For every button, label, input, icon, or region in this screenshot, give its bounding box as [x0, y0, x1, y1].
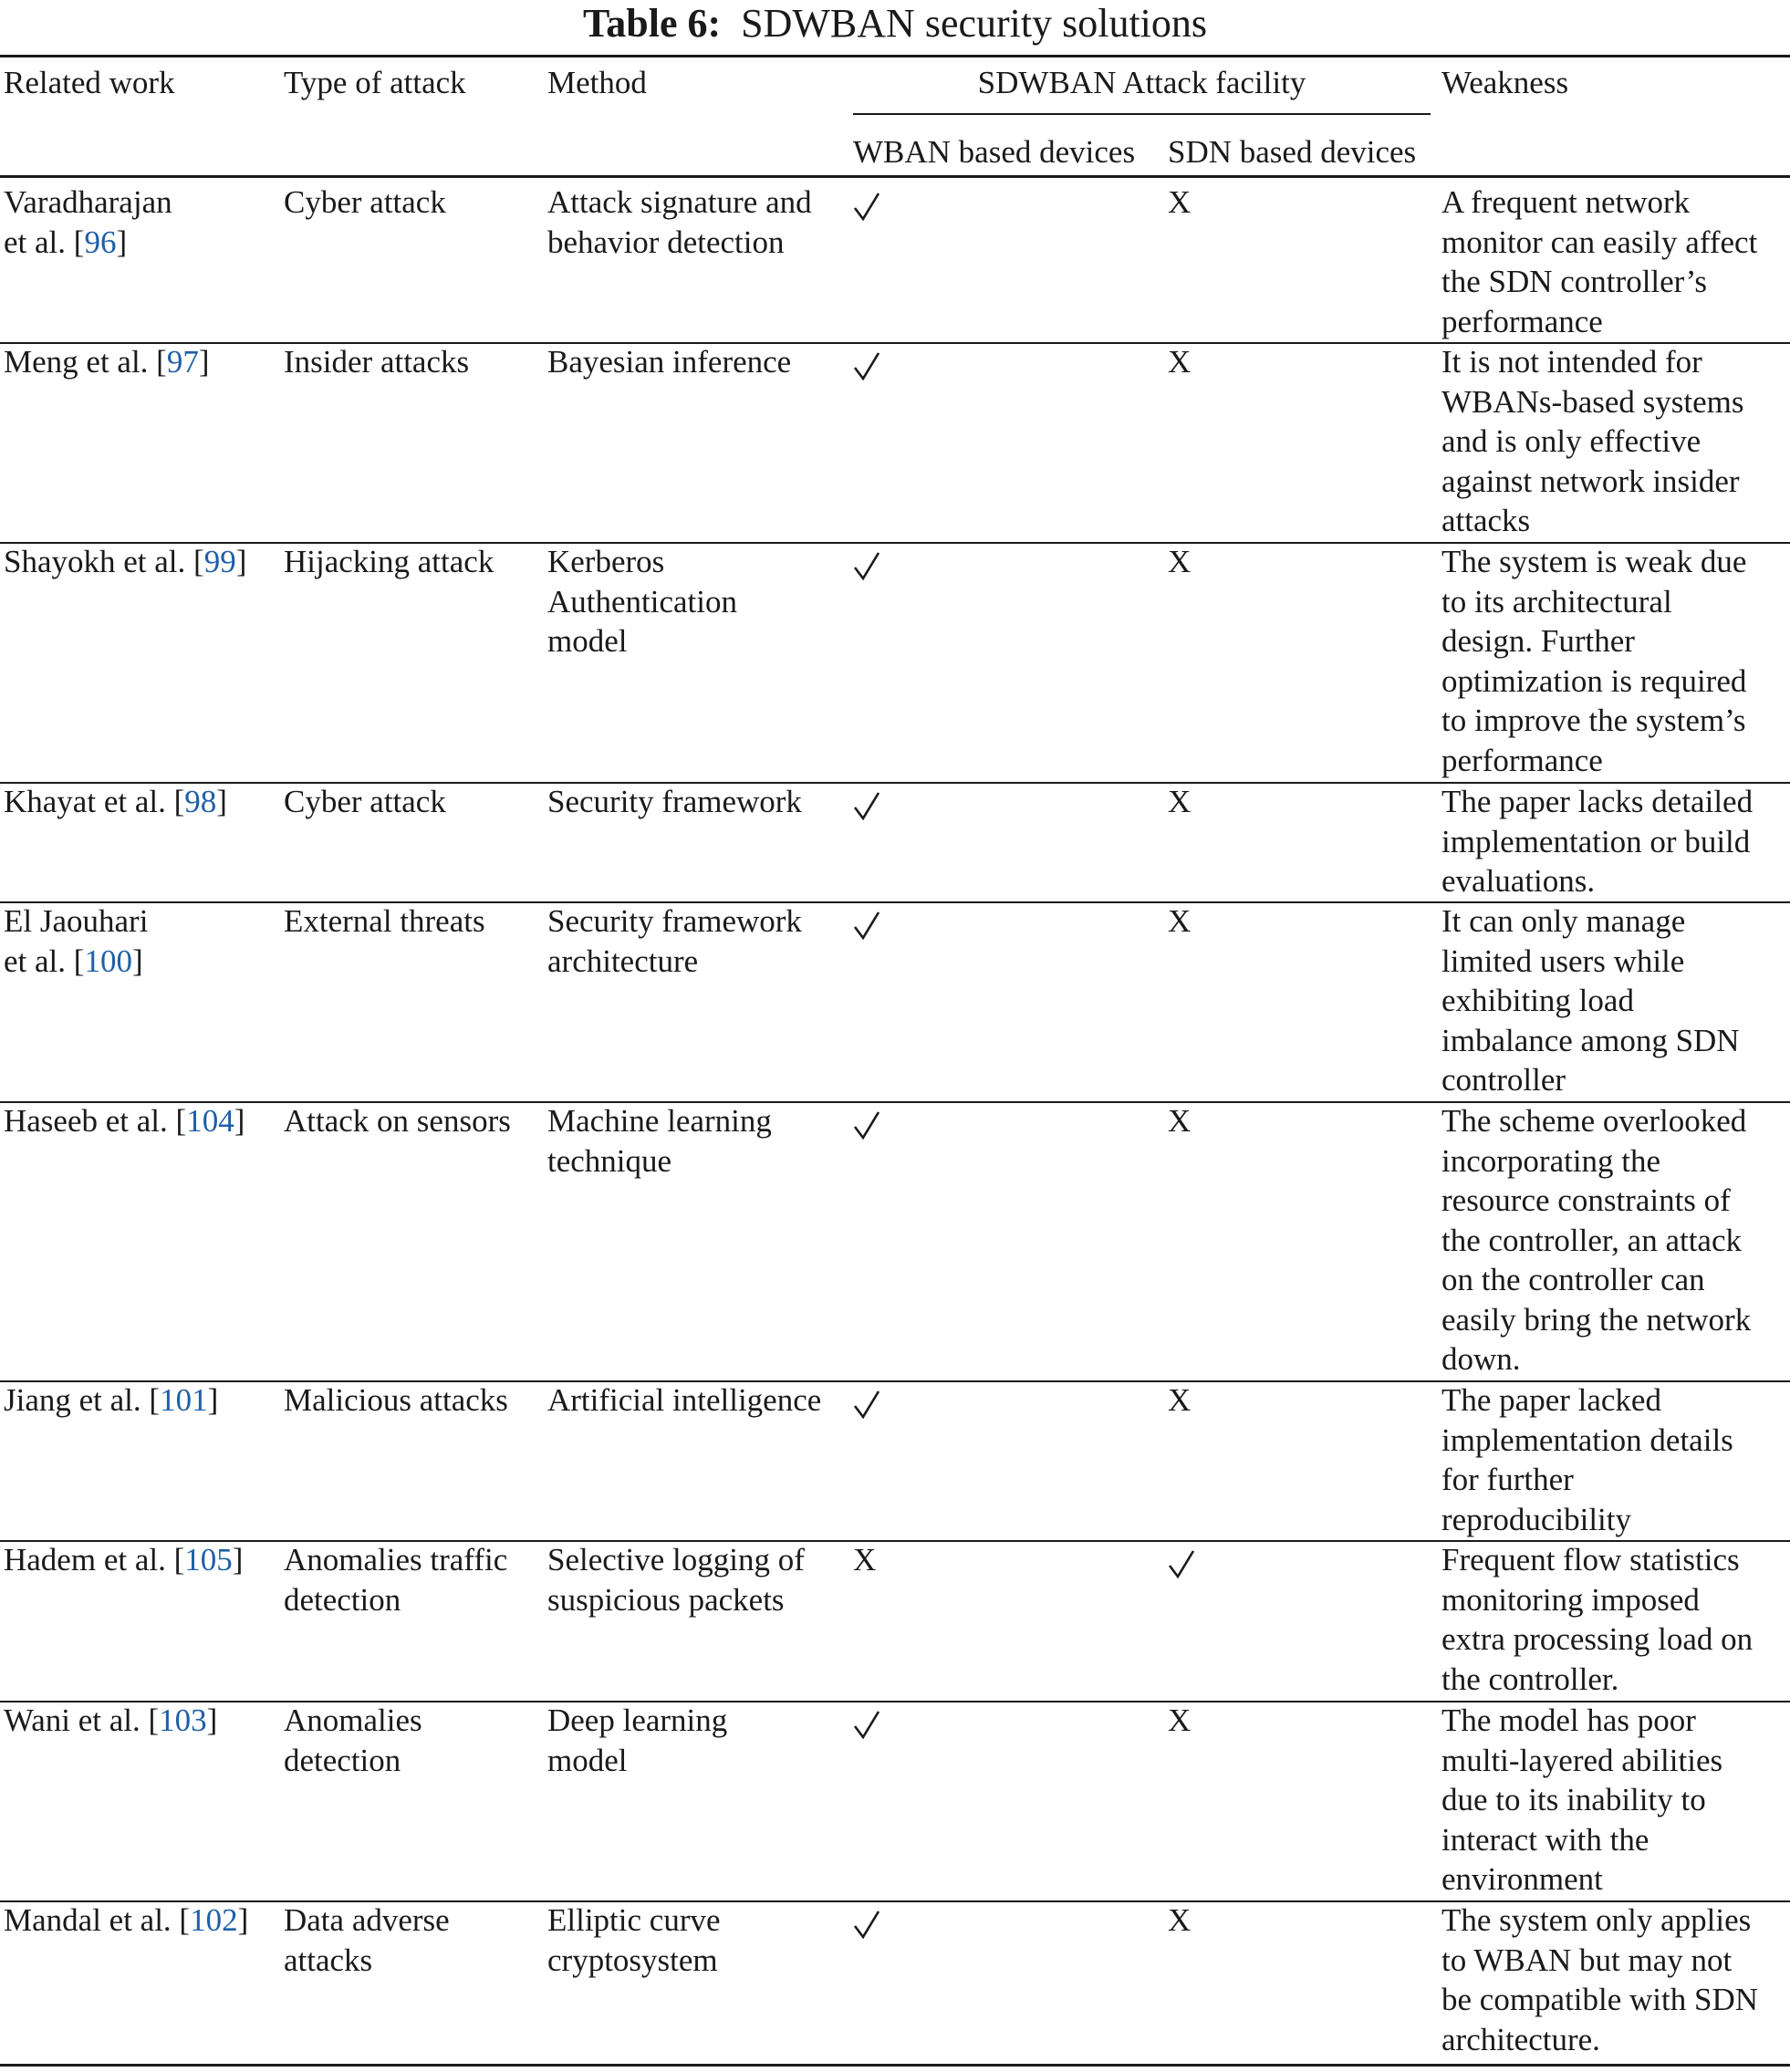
cell-line: extra processing load on: [1441, 1621, 1754, 1657]
work-text: et al. [: [4, 942, 85, 979]
cell-method: [547, 182, 812, 262]
cell-line: performance: [1441, 742, 1603, 778]
cell-line: The paper lacked: [1441, 1382, 1661, 1418]
cell-line: easily bring the network: [1441, 1301, 1752, 1338]
cell-type-of-attack: [284, 182, 446, 223]
cell-line: model: [547, 623, 628, 659]
cell-line: Anomalies traffic: [284, 1542, 508, 1577]
cell-line: design. Further: [1441, 623, 1635, 659]
cell-line: External threats: [284, 903, 485, 939]
cell-line: optimization is required: [1441, 662, 1747, 699]
work-text: Meng et al. [: [4, 344, 167, 380]
cell-method: [547, 1701, 727, 1780]
cell-line: attacks: [1441, 503, 1531, 538]
cell-line: on the controller can: [1441, 1262, 1705, 1297]
cell-weakness: [1441, 782, 1753, 901]
cell-method: [547, 1540, 805, 1619]
cell-line: limited users while: [1441, 942, 1685, 979]
cell-type-of-attack: [284, 1900, 450, 1980]
cell-sdn-mark: [1168, 1549, 1195, 1578]
cell-line: Artificial intelligence: [547, 1382, 822, 1418]
cell-sdn-mark: X: [1168, 1902, 1192, 1938]
cell-line: the controller, an attack: [1441, 1222, 1742, 1258]
cell-related-work: [4, 1701, 217, 1741]
cell-line: architecture: [547, 942, 699, 979]
citation-link[interactable]: 105: [184, 1542, 233, 1577]
cell-sdn-mark: X: [1168, 784, 1192, 819]
cell-line: behavior detection: [547, 224, 785, 260]
cell-line: Elliptic curve: [547, 1902, 721, 1938]
cell-wban-mark: [853, 1910, 880, 1939]
cell-line: monitor can easily affect: [1441, 224, 1758, 260]
cell-line: down.: [1441, 1341, 1521, 1377]
cell-method: [547, 1101, 772, 1181]
cell-line: controller: [1441, 1062, 1566, 1098]
cell-line: Jiang et al. [101]: [4, 1382, 219, 1418]
cell-line: Data adverse: [284, 1902, 450, 1938]
cell-line: exhibiting load: [1441, 983, 1634, 1018]
cell-weakness: [1441, 542, 1746, 780]
cell-line: technique: [547, 1142, 672, 1179]
cell-line: detection: [284, 1581, 401, 1618]
cell-line: [4, 182, 172, 223]
checkmark-icon: [853, 911, 880, 940]
cell-line: to its architectural: [1441, 583, 1672, 620]
checkmark-icon: [853, 791, 880, 820]
cell-related-work: [4, 782, 227, 822]
cell-line: Meng et al. [97]: [4, 344, 210, 380]
cell-line: The system is weak due: [1441, 544, 1747, 579]
cell-method: [547, 1380, 821, 1421]
cell-related-work: [4, 1900, 248, 1941]
cell-method: [547, 542, 737, 661]
cell-line: Attack on sensors: [284, 1103, 511, 1139]
cell-line: Deep learning: [547, 1702, 728, 1738]
cell-line: Haseeb et al. [104]: [4, 1103, 245, 1139]
cell-line: to improve the system’s: [1441, 703, 1746, 738]
cell-related-work: [4, 342, 209, 382]
header-weakness: Weakness: [1441, 65, 1569, 100]
header-group-rule: [853, 113, 1431, 115]
cell-wban-mark: [853, 1110, 880, 1140]
cell-line: and is only effective: [1441, 423, 1702, 459]
cell-line: The paper lacks detailed: [1441, 784, 1754, 819]
cell-line: Hadem et al. [105]: [4, 1542, 244, 1577]
cell-line: monitoring imposed: [1441, 1581, 1700, 1618]
top-rule: [0, 55, 1790, 57]
citation-link[interactable]: 102: [190, 1902, 238, 1938]
work-text: Haseeb et al. [: [4, 1103, 187, 1139]
cell-weakness: [1441, 1101, 1751, 1380]
work-text: et al. [: [4, 224, 85, 260]
header-attack-facility: SDWBAN Attack facility: [977, 65, 1306, 100]
cell-line: A frequent network: [1441, 184, 1691, 220]
cell-weakness: [1441, 1380, 1733, 1539]
cell-wban-mark: [853, 1390, 880, 1419]
cell-line: to WBAN but may not: [1441, 1942, 1733, 1978]
citation-link[interactable]: 100: [84, 942, 132, 979]
cell-line: incorporating the: [1441, 1142, 1661, 1179]
citation-link[interactable]: 97: [166, 344, 199, 380]
cell-sdn-mark: X: [1168, 344, 1192, 380]
cell-weakness: [1441, 1900, 1758, 2059]
cell-type-of-attack: [284, 1101, 511, 1141]
cell-line: Attack signature and: [547, 184, 812, 220]
cell-wban-mark: [853, 791, 880, 820]
cell-line: due to its inability to: [1441, 1782, 1706, 1817]
checkmark-icon: [853, 1910, 880, 1939]
citation-link[interactable]: 98: [184, 784, 217, 819]
citation-link[interactable]: 96: [84, 224, 117, 260]
cell-sdn-mark: X: [1168, 1103, 1192, 1139]
work-text: Mandal et al. [: [4, 1902, 191, 1938]
cell-related-work: [4, 182, 172, 262]
header-wban-devices: WBAN based devices: [853, 134, 1136, 170]
work-text: Varadharajan: [4, 184, 172, 220]
checkmark-icon: [853, 351, 880, 380]
cell-sdn-mark: X: [1168, 1702, 1192, 1738]
citation-link[interactable]: 104: [186, 1103, 234, 1139]
cell-related-work: [4, 1380, 218, 1421]
work-text: Shayokh et al. [: [4, 544, 204, 579]
cell-line: et al. [100]: [4, 942, 143, 979]
cell-line: Selective logging of: [547, 1542, 805, 1577]
cell-line: against network insider: [1441, 463, 1740, 499]
cell-line: for further: [1441, 1462, 1574, 1497]
cell-line: resource constraints of: [1441, 1182, 1731, 1218]
cell-line: It can only manage: [1441, 903, 1686, 939]
cell-weakness: [1441, 1701, 1722, 1900]
work-text: Hadem et al. [: [4, 1542, 185, 1577]
work-text: El Jaouhari: [4, 903, 149, 939]
cell-wban-mark: [853, 1710, 880, 1739]
cell-related-work: [4, 1101, 245, 1141]
cell-sdn-mark: X: [1168, 544, 1192, 579]
cell-line: Machine learning: [547, 1103, 772, 1139]
cell-wban-mark: [853, 192, 880, 221]
cell-line: Insider attacks: [284, 344, 470, 380]
table-caption: [0, 0, 1790, 47]
cell-line: Authentication: [547, 583, 738, 620]
checkmark-icon: [853, 1710, 880, 1739]
cell-related-work: [4, 542, 246, 582]
header-related-work: Related work: [4, 65, 175, 100]
cell-line: WBANs-based systems: [1441, 383, 1744, 420]
cell-method: [547, 1900, 721, 1980]
cell-line: [4, 901, 148, 942]
cell-line: cryptosystem: [547, 1942, 718, 1978]
cell-line: Malicious attacks: [284, 1382, 508, 1418]
cell-related-work: [4, 901, 148, 981]
cell-type-of-attack: [284, 542, 494, 582]
work-text: Wani et al. [: [4, 1702, 160, 1738]
cell-type-of-attack: [284, 1380, 508, 1421]
cell-line: Cyber attack: [284, 784, 446, 819]
cell-line: suspicious packets: [547, 1581, 785, 1618]
cell-line: be compatible with SDN: [1441, 1982, 1759, 2017]
cell-method: [547, 342, 791, 382]
cell-line: Mandal et al. [102]: [4, 1902, 249, 1938]
cell-line: Bayesian inference: [547, 344, 792, 380]
cell-line: the SDN controller’s: [1441, 264, 1707, 299]
cell-line: detection: [284, 1742, 401, 1778]
cell-line: Cyber attack: [284, 184, 446, 220]
cell-line: The model has poor: [1441, 1702, 1696, 1738]
cell-line: architecture.: [1441, 2021, 1600, 2057]
header-rule: [0, 175, 1790, 178]
citation-link[interactable]: 101: [160, 1382, 208, 1418]
cell-line: Wani et al. [103]: [4, 1702, 218, 1738]
cell-line: reproducibility: [1441, 1501, 1632, 1537]
cell-line: et al. [96]: [4, 224, 128, 260]
caption-label: Table 6:: [582, 1, 722, 46]
cell-line: Khayat et al. [98]: [4, 784, 227, 819]
cell-line: implementation details: [1441, 1421, 1733, 1458]
caption-text: SDWBAN security solutions: [741, 1, 1208, 46]
cell-line: Hijacking attack: [284, 544, 494, 579]
cell-type-of-attack: [284, 901, 485, 942]
work-text: Jiang et al. [: [4, 1382, 161, 1418]
cell-line: evaluations.: [1441, 863, 1596, 899]
cell-sdn-mark: X: [1168, 184, 1192, 220]
cell-line: Security framework: [547, 784, 802, 819]
cell-wban-mark: [853, 911, 880, 940]
citation-link[interactable]: 99: [203, 544, 236, 579]
cell-line: implementation or build: [1441, 823, 1751, 859]
cell-type-of-attack: [284, 782, 446, 822]
cell-line: Kerberos: [547, 544, 665, 579]
cell-line: Security framework: [547, 903, 802, 939]
cell-wban-mark: [853, 551, 880, 580]
checkmark-icon: [853, 1390, 880, 1419]
cell-weakness: [1441, 182, 1757, 341]
work-text: Khayat et al. [: [4, 784, 185, 819]
cell-weakness: [1441, 342, 1744, 541]
cell-method: [547, 901, 802, 981]
checkmark-icon: [1168, 1549, 1195, 1578]
cell-line: interact with the: [1441, 1821, 1650, 1858]
cell-line: Shayokh et al. [99]: [4, 544, 247, 579]
citation-link[interactable]: 103: [159, 1702, 207, 1738]
header-method: Method: [547, 65, 647, 100]
cell-sdn-mark: X: [1168, 903, 1192, 939]
cell-line: multi-layered abilities: [1441, 1742, 1723, 1778]
cell-line: performance: [1441, 303, 1603, 339]
header-type-of-attack: Type of attack: [284, 65, 466, 100]
cell-line: The system only applies: [1441, 1902, 1752, 1938]
cell-type-of-attack: [284, 1701, 422, 1780]
cell-line: model: [547, 1742, 628, 1778]
checkmark-icon: [853, 192, 880, 221]
cell-wban-mark: [853, 351, 880, 380]
cell-line: Frequent flow statistics: [1441, 1542, 1740, 1577]
cell-line: Anomalies: [284, 1702, 422, 1738]
cell-line: The scheme overlooked: [1441, 1103, 1747, 1139]
cell-line: environment: [1441, 1861, 1603, 1897]
cell-type-of-attack: [284, 342, 469, 382]
cell-method: [547, 782, 802, 822]
cell-type-of-attack: [284, 1540, 507, 1619]
checkmark-icon: [853, 551, 880, 580]
cell-sdn-mark: X: [1168, 1382, 1192, 1418]
cell-weakness: [1441, 901, 1740, 1100]
cell-line: attacks: [284, 1942, 373, 1978]
cell-related-work: [4, 1540, 243, 1580]
cell-line: imbalance among SDN: [1441, 1022, 1740, 1058]
checkmark-icon: [853, 1110, 880, 1140]
cell-line: the controller.: [1441, 1661, 1619, 1697]
header-sdn-devices: SDN based devices: [1168, 134, 1417, 170]
cell-line: It is not intended for: [1441, 344, 1702, 380]
cell-weakness: [1441, 1540, 1753, 1699]
cell-wban-mark: X: [853, 1542, 877, 1577]
row-rule: [0, 2064, 1790, 2067]
